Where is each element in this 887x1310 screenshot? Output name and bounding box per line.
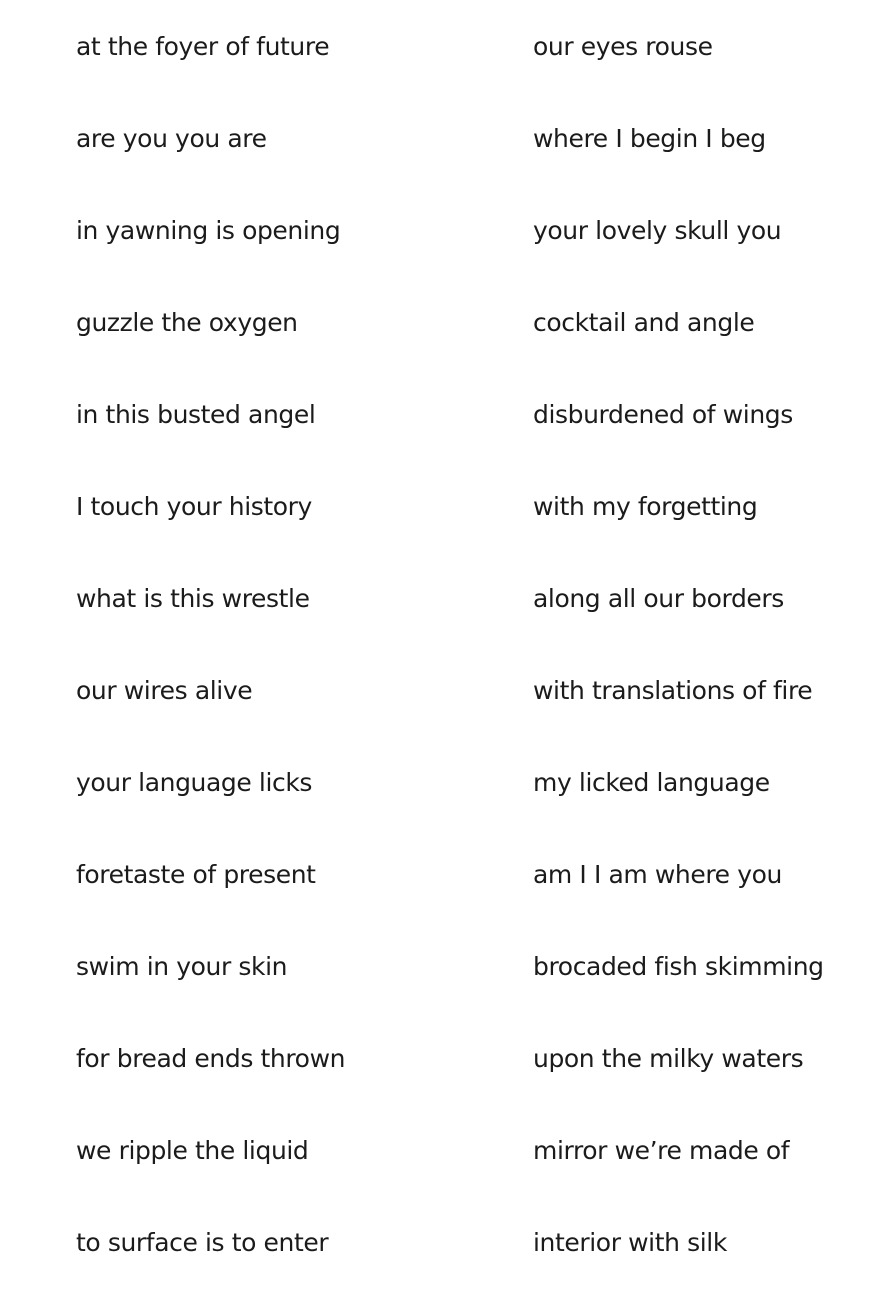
poem-line: our wires alive (76, 676, 253, 705)
poem-line: your language licks (76, 768, 313, 797)
poem-line: in yawning is opening (76, 216, 341, 245)
poem-line: with translations of fire (533, 676, 813, 705)
poem-line: with my forgetting (533, 492, 758, 521)
poem-line: we ripple the liquid (76, 1136, 309, 1165)
poem-line: for bread ends thrown (76, 1044, 346, 1073)
poem-line: what is this wrestle (76, 584, 310, 613)
poem-line: upon the milky waters (533, 1044, 804, 1073)
poem-line: foretaste of present (76, 860, 316, 889)
poem-line: in this busted angel (76, 400, 316, 429)
poem-line: my licked language (533, 768, 770, 797)
poem-line: mirror we’re made of (533, 1136, 790, 1165)
poem-line: at the foyer of future (76, 32, 330, 61)
poem-line: disburdened of wings (533, 400, 793, 429)
poem-left-column (76, 0, 345, 1288)
poem-line: interior with silk (533, 1228, 727, 1257)
poem-line: swim in your skin (76, 952, 288, 981)
poem-line: where I begin I beg (533, 124, 766, 153)
poem-line: brocaded fish skimming (533, 952, 824, 981)
poem-line: your lovely skull you (533, 216, 782, 245)
poem-line: to surface is to enter (76, 1228, 329, 1257)
poem-line: our eyes rouse (533, 32, 713, 61)
poem-line: I touch your history (76, 492, 312, 521)
poem-line: along all our borders (533, 584, 784, 613)
poem-line: am I I am where you (533, 860, 782, 889)
poem-line: are you you are (76, 124, 267, 153)
poem-line: cocktail and angle (533, 308, 755, 337)
poem-right-column (533, 0, 824, 1288)
poem-line: guzzle the oxygen (76, 308, 298, 337)
